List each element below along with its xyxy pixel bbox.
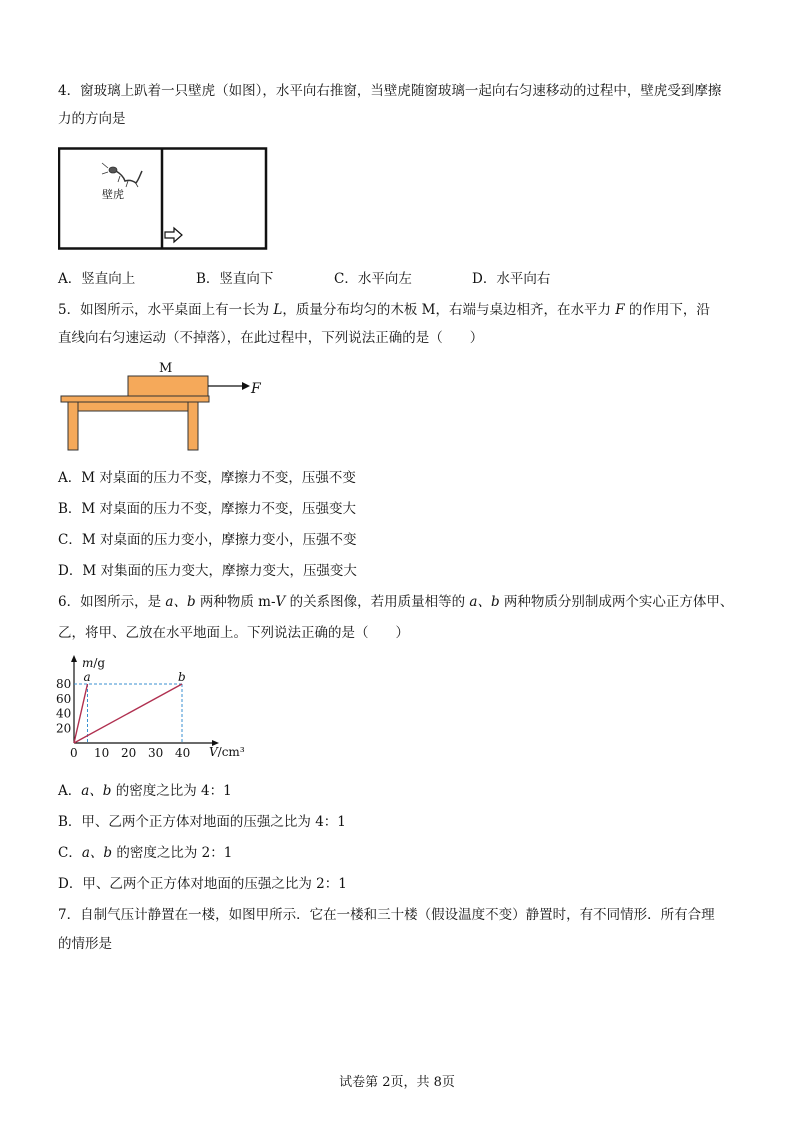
q4-stem-line1: 4．窗玻璃上趴着一只壁虎（如图），水平向右推窗，当壁虎随窗玻璃一起向右匀速移动的过程中，壁虎受到摩擦 [58,83,722,99]
y-axis-label: m/g [82,656,106,670]
q7-stem-line1: 7．自制气压计静置在一楼，如图甲所示．它在一楼和三十楼（假设温度不变）静置时，有不同情形．所有合理 [58,907,715,923]
q5-option-c: C．M 对桌面的压力变小，摩擦力变小，压强不变 [58,532,357,548]
y-tick-label: 40 [56,706,72,721]
series-label-b: b [178,670,186,684]
y-tick-label: 80 [56,677,72,691]
q4-option-a: A．竖直向上 [58,271,136,287]
series-line-a [74,684,88,743]
q7-stem-line2: 的情形是 [58,936,112,952]
x-axis-label: V/cm³ [209,745,245,759]
q6-stem-line1: 6．如图所示，是 a、b 两种物质 m-V 的关系图像，若用质量相等的 a、b 两种物质分别制成两个实心正方体甲、 [58,594,734,610]
y-axis-arrow-icon [71,655,77,662]
y-tick-label: 20 [56,721,72,736]
q6-option-b: B．甲、乙两个正方体对地面的压强之比为 4：1 [58,814,346,830]
q4-option-b: B．竖直向下 [196,271,274,287]
q5-stem-line2: 直线向右匀速运动（不掉落），在此过程中，下列说法正确的是（ ） [58,330,484,346]
q5-option-a: A．M 对桌面的压力不变，摩擦力不变，压强不变 [58,470,356,486]
q5-option-b: B．M 对桌面的压力不变，摩擦力不变，压强变大 [58,501,357,517]
q5-stem-line1: 5．如图所示，水平桌面上有一长为 L，质量分布均匀的木板 M，右端与桌边相齐，在水平力 F 的作用下，沿 [58,302,710,318]
q4-stem-line2: 力的方向是 [58,111,126,127]
q6-stem-line2: 乙，将甲、乙放在水平地面上。下列说法正确的是（ ） [58,625,409,641]
board-label: M [159,361,173,376]
mv-chart [52,650,252,765]
page-footer: 试卷第 2页，共 8页 [339,1075,455,1090]
q5-table-figure [58,358,268,454]
push-arrow-icon [165,228,182,242]
q6-option-d: D．甲、乙两个正方体对地面的压强之比为 2：1 [58,876,347,892]
x-tick-label: 40 [175,746,191,760]
series-line-b [74,684,182,743]
gecko-icon [102,163,142,187]
y-tick-label: 60 [56,691,72,706]
force-label: F [251,381,261,397]
x-tick-label: 0 [70,746,78,760]
q5-option-d: D．M 对集面的压力变大，摩擦力变大，压强变大 [58,563,357,579]
series-label-a: a [83,670,91,684]
q4-option-c: C．水平向左 [334,271,412,287]
x-tick-label: 30 [148,746,164,760]
x-tick-label: 10 [94,746,110,760]
q4-window-figure [58,147,268,251]
q6-option-c: C．a、b 的密度之比为 2：1 [58,845,233,861]
q4-option-d: D．水平向右 [472,271,551,287]
gecko-label: 壁虎 [102,188,124,201]
x-tick-label: 20 [121,746,137,760]
q6-option-a: A．a、b 的密度之比为 4：1 [58,783,232,799]
